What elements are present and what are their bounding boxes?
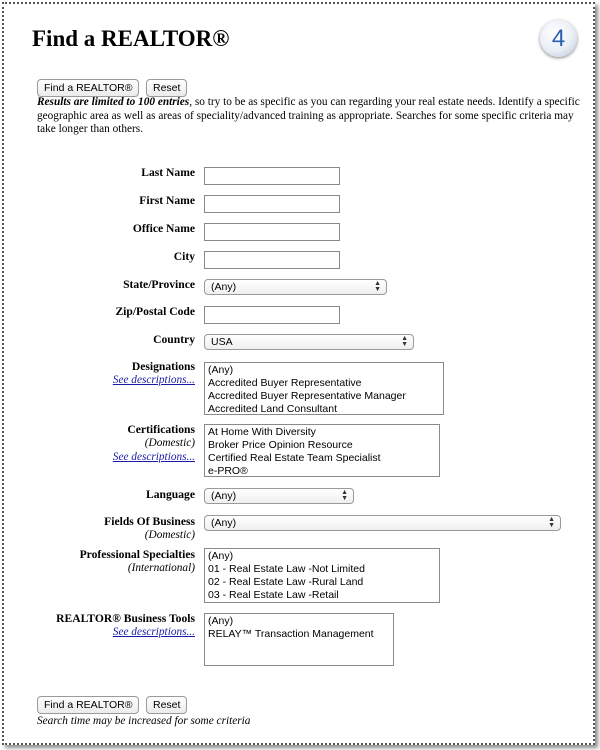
office-name-input[interactable]	[204, 223, 340, 241]
state-province-select[interactable]	[204, 279, 387, 295]
intro-text	[37, 96, 592, 137]
professional-specialties-listbox[interactable]	[204, 548, 440, 603]
list-item[interactable]: (Any)	[208, 550, 234, 562]
find-realtor-button-top[interactable]: Find a REALTOR®	[37, 79, 139, 97]
list-item[interactable]: Broker Price Opinion Resource	[208, 439, 353, 451]
designations-listbox[interactable]	[204, 362, 444, 415]
reset-button-top[interactable]: Reset	[146, 79, 187, 97]
language-label: Language	[146, 488, 195, 501]
intro-limit-text: Results are limited to 100 entries	[37, 96, 190, 108]
list-item[interactable]: e-PRO®	[208, 465, 248, 477]
step-number-badge: 4	[540, 20, 577, 57]
state-province-selected: (Any)	[211, 281, 237, 293]
business-tools-label: REALTOR® Business Tools	[56, 612, 195, 625]
country-select[interactable]	[204, 334, 414, 350]
list-item[interactable]: 03 - Real Estate Law -Retail	[208, 589, 339, 601]
list-item[interactable]: Accredited Land Consultant	[208, 403, 337, 415]
certifications-listbox[interactable]	[204, 424, 440, 477]
list-item[interactable]: Accredited Buyer Representative Manager	[208, 390, 406, 402]
zip-code-label: Zip/Postal Code	[115, 305, 195, 318]
designations-descriptions-link[interactable]: See descriptions...	[112, 374, 195, 386]
zip-code-input[interactable]	[204, 306, 340, 324]
list-item[interactable]: Certified Real Estate Team Specialist	[208, 452, 381, 464]
office-name-label: Office Name	[132, 222, 195, 235]
fields-of-business-sublabel: (Domestic)	[144, 529, 195, 541]
city-input[interactable]	[204, 251, 340, 269]
country-selected: USA	[211, 336, 233, 348]
language-select[interactable]	[204, 488, 354, 504]
list-item[interactable]: At Home With Diversity	[208, 426, 316, 438]
chevron-updown-icon: ▲ ▼	[374, 280, 381, 293]
last-name-label: Last Name	[141, 166, 195, 179]
chevron-updown-icon: ▲ ▼	[401, 335, 408, 348]
reset-button-bottom[interactable]: Reset	[146, 696, 187, 714]
list-item[interactable]: (Any)	[208, 615, 234, 627]
city-label: City	[173, 250, 195, 263]
certifications-sublabel: (Domestic)	[144, 437, 195, 449]
search-time-note: Search time may be increased for some criteria	[37, 715, 251, 727]
country-label: Country	[153, 333, 195, 346]
list-item[interactable]: RELAY™ Transaction Management	[208, 628, 374, 640]
first-name-label: First Name	[139, 194, 195, 207]
list-item[interactable]: 02 - Real Estate Law -Rural Land	[208, 576, 364, 588]
find-realtor-button-bottom[interactable]: Find a REALTOR®	[37, 696, 139, 714]
business-tools-listbox[interactable]	[204, 613, 394, 666]
chevron-updown-icon: ▲ ▼	[341, 489, 348, 502]
list-item[interactable]: 01 - Real Estate Law -Not Limited	[208, 563, 365, 575]
fields-of-business-select[interactable]	[204, 515, 561, 531]
last-name-input[interactable]	[204, 167, 340, 185]
designations-label: Designations	[131, 360, 195, 373]
state-province-label: State/Province	[123, 278, 195, 291]
language-selected: (Any)	[211, 490, 237, 502]
list-item[interactable]: (Any)	[208, 364, 234, 376]
fields-of-business-label: Fields Of Business	[104, 515, 195, 528]
page-title: Find a REALTOR®	[32, 26, 230, 51]
certifications-descriptions-link[interactable]: See descriptions...	[112, 451, 195, 463]
professional-specialties-label: Professional Specialties	[79, 548, 195, 561]
professional-specialties-sublabel: (International)	[127, 562, 195, 574]
list-item[interactable]: Accredited Buyer Representative	[208, 377, 362, 389]
chevron-updown-icon: ▲ ▼	[548, 516, 555, 529]
fields-of-business-selected: (Any)	[211, 517, 237, 529]
business-tools-descriptions-link[interactable]: See descriptions...	[112, 626, 195, 638]
certifications-label: Certifications	[127, 423, 195, 436]
first-name-input[interactable]	[204, 195, 340, 213]
intro-body-text: , so try to be as specific as you can regarding your real estate needs. Identify a specific geographic area as well as areas of speciality/advanced training as appropriate. Searches for some specific criteria may take longer than others.	[37, 96, 580, 136]
